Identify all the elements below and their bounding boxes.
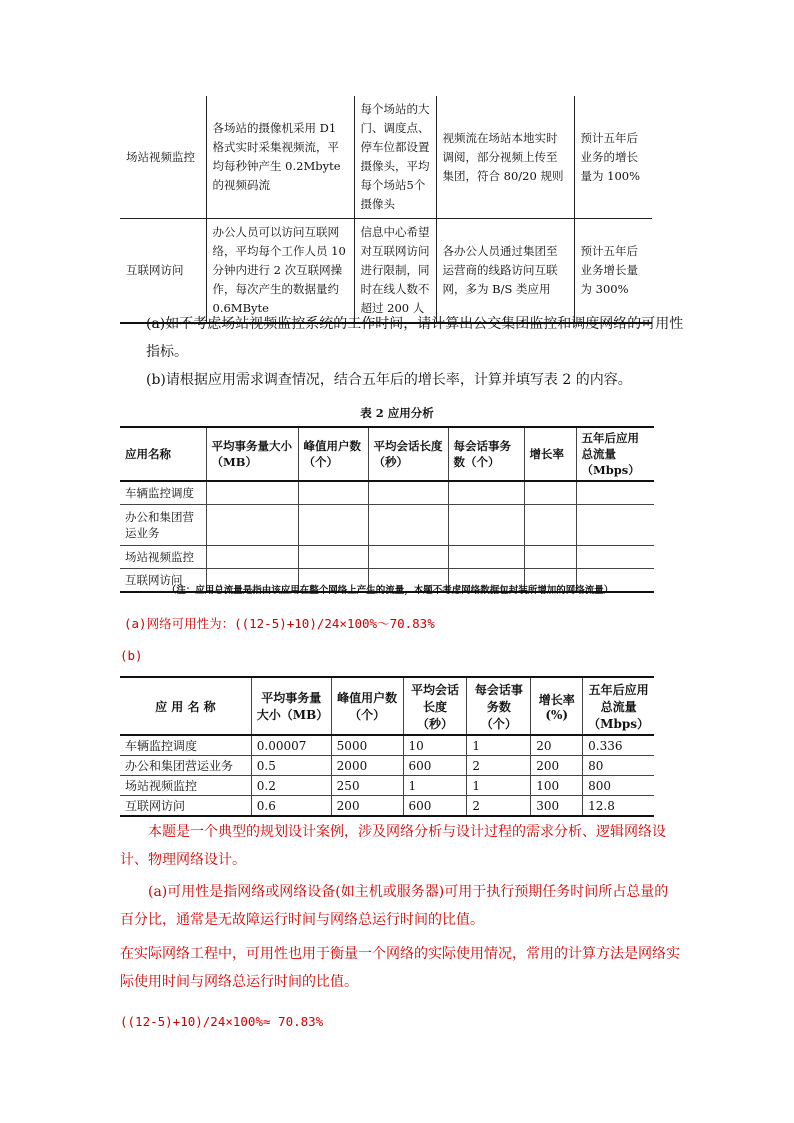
cell: 0.2 [251,776,331,796]
answer-table [120,676,654,817]
blank-cell[interactable] [368,481,448,505]
blank-cell[interactable] [576,505,654,546]
cell: 0.5 [251,756,331,776]
header-cell: 每会话事务数（个） [467,677,531,735]
cell: 600 [403,796,467,817]
blank-cell[interactable] [524,505,576,546]
table-row [120,219,652,324]
cell: 1 [467,776,531,796]
application-analysis-table [120,426,654,593]
header-cell: 增长率 [524,427,576,481]
explanation-1: 本题是一个典型的规划设计案例，涉及网络分析与设计过程的需求分析、逻辑网络设计、物理网络设计。 [120,824,666,868]
blank-cell[interactable] [298,481,368,505]
row-label: 互联网访问 [120,569,206,593]
scale-cell: 信息中心希望对互联网访问进行限制，同时在线人数不超过 200 人 [354,219,436,324]
usage-cell: 视频流在场站本地实时调阅，部分视频上传至集团，符合 80/20 规则 [436,96,574,219]
cell: 办公和集团营运业务 [120,756,251,776]
table2-note: （注：应用总流量是指由该应用在整个网络上产生的流量，本题不考虑网络数据包封装所增加的网络流量） [166,585,614,596]
row-label: 场站视频监控 [120,546,206,569]
desc-cell: 各场站的摄像机采用 D1 格式实时采集视频流，平均每秒钟产生 0.2Mbyte 的视频码流 [206,96,354,219]
header-cell: 增长率(%) [531,677,583,735]
table-row [120,796,654,817]
answer-b-label: (b) [120,648,143,663]
question-a: (a)如不考虑场站视频监控系统的工作时间，请计算出公交集团监控和调度网络的可用性指标。 [146,316,684,360]
blank-cell[interactable] [206,546,298,569]
cell: 0.6 [251,796,331,817]
blank-cell[interactable] [448,546,524,569]
cell: 0.00007 [251,735,331,756]
blank-cell[interactable] [576,481,654,505]
cell: 场站视频监控 [120,776,251,796]
row-label: 车辆监控调度 [120,481,206,505]
header-cell: 每会话事务数（个） [448,427,524,481]
header-cell: 峰值用户数（个） [331,677,403,735]
table-row [120,505,654,546]
header-cell: 平均会话长度（秒） [368,427,448,481]
table2-caption: 表 2 应用分析 [360,406,434,420]
usage-cell: 各办公人员通过集团至运营商的线路访问互联网，多为 B/S 类应用 [436,219,574,324]
table-row [120,96,652,219]
cell: 2000 [331,756,403,776]
cell: 200 [331,796,403,817]
table-header-row [120,677,654,735]
cell: 互联网访问 [120,796,251,817]
cell: 12.8 [583,796,654,817]
table-row [120,776,654,796]
blank-cell[interactable] [448,505,524,546]
formula: ((12-5)+10)/24×100%≈ 70.83% [120,1014,324,1029]
explanation-3: 在实际网络工程中，可用性也用于衡量一个网络的实际使用情况，常用的计算方法是网络实际使用时间与网络总运行时间的比值。 [120,946,680,990]
blank-cell[interactable] [524,546,576,569]
header-cell: 峰值用户数（个） [298,427,368,481]
cell: 0.336 [583,735,654,756]
blank-cell[interactable] [448,481,524,505]
header-cell: 应 用 名 称 [120,677,251,735]
cell: 车辆监控调度 [120,735,251,756]
blank-cell[interactable] [298,546,368,569]
header-cell: 应用名称 [120,427,206,481]
cell: 200 [531,756,583,776]
blank-cell[interactable] [368,546,448,569]
header-cell: 平均事务量大小（MB） [206,427,298,481]
answer-a: (a)网络可用性为：((12-5)+10)/24×100%～70.83% [124,616,435,631]
cell: 2 [467,796,531,817]
table-row [120,756,654,776]
header-cell: 五年后应用总流量（Mbps） [576,427,654,481]
question-b: (b)请根据应用需求调查情况，结合五年后的增长率，计算并填写表 2 的内容。 [146,372,632,388]
blank-cell[interactable] [368,505,448,546]
cell: 1 [467,735,531,756]
cell: 100 [531,776,583,796]
scale-cell: 每个场站的大门、调度点、停车位都设置摄像头，平均每个场站5个摄像头 [354,96,436,219]
explanation-2: (a)可用性是指网络或网络设备(如主机或服务器)可用于执行预期任务时间所占总量的百分比，通常是无故障运行时间与网络总运行时间的比值。 [120,884,669,928]
table-row [120,735,654,756]
header-cell: 平均会话长度（秒） [403,677,467,735]
blank-cell[interactable] [206,505,298,546]
blank-cell[interactable] [524,481,576,505]
survey-table [120,96,652,324]
table-row [120,481,654,505]
desc-cell: 办公人员可以访问互联网络，平均每个工作人员 10 分钟内进行 2 次互联网操作，每次产生的数据量约 0.6MByte [206,219,354,324]
cell: 80 [583,756,654,776]
header-cell: 五年后应用总流量（Mbps） [583,677,654,735]
cell: 300 [531,796,583,817]
header-cell: 平均事务量大小（MB） [251,677,331,735]
cell: 1 [403,776,467,796]
table-header-row [120,427,654,481]
cell: 5000 [331,735,403,756]
growth-cell: 预计五年后业务的增长量为 100% [574,96,652,219]
blank-cell[interactable] [298,505,368,546]
cell: 800 [583,776,654,796]
row-label: 办公和集团营运业务 [120,505,206,546]
cell: 10 [403,735,467,756]
cell: 20 [531,735,583,756]
blank-cell[interactable] [206,481,298,505]
table-row [120,546,654,569]
app-name-cell: 互联网访问 [120,219,206,324]
cell: 2 [467,756,531,776]
cell: 250 [331,776,403,796]
growth-cell: 预计五年后业务增长量为 300% [574,219,652,324]
app-name-cell: 场站视频监控 [120,96,206,219]
blank-cell[interactable] [576,546,654,569]
cell: 600 [403,756,467,776]
